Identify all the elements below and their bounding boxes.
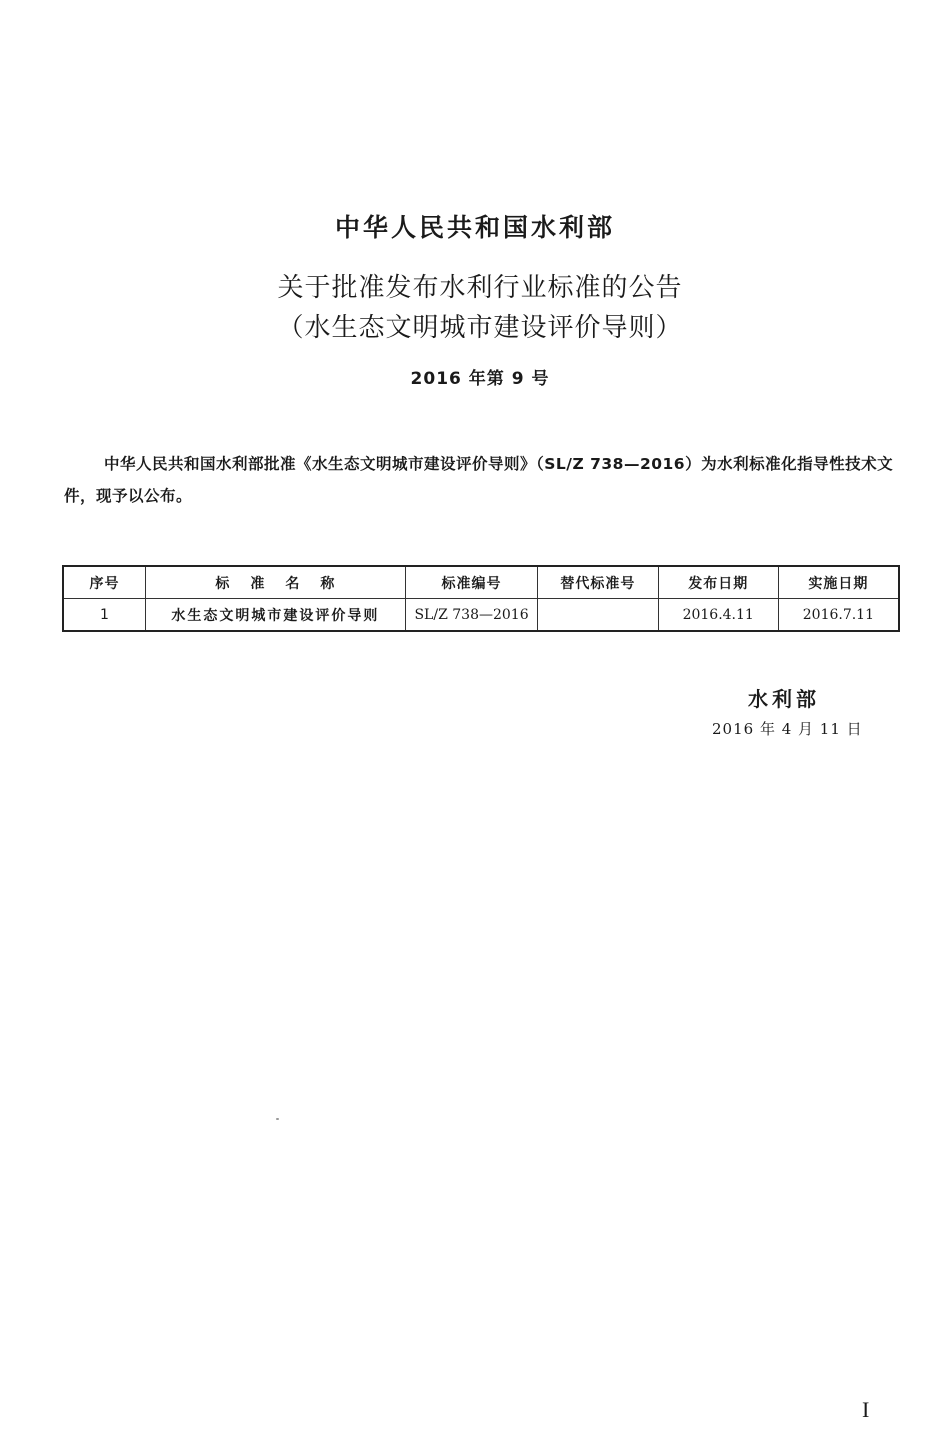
header-impl-date: 实施日期 — [778, 566, 899, 599]
ministry-heading: 中华人民共和国水利部 — [334, 213, 615, 242]
signature-date: 2016 年 4 月 11 日 — [712, 720, 863, 738]
cell-impl-date: 2016.7.11 — [778, 599, 899, 632]
page-number: I — [862, 1397, 870, 1422]
scan-speck — [276, 1118, 279, 1120]
header-name-char: 名 — [285, 575, 301, 592]
cell-name: 水生态文明城市建设评价导则 — [145, 599, 405, 632]
header-name-char: 标 — [215, 575, 231, 592]
standards-table — [62, 565, 900, 632]
header-code: 标准编号 — [405, 566, 537, 599]
header-name-char: 称 — [320, 575, 336, 592]
header-name-char: 准 — [250, 575, 266, 592]
announcement-title-line1: 关于批准发布水利行业标准的公告 — [277, 273, 683, 303]
table-row — [63, 599, 899, 632]
cell-seq: 1 — [63, 599, 145, 632]
header-issue-date: 发布日期 — [658, 566, 778, 599]
table-header-row — [63, 566, 899, 599]
header-replace: 替代标准号 — [538, 566, 658, 599]
cell-code: SL/Z 738—2016 — [405, 599, 537, 632]
cell-issue-date: 2016.4.11 — [658, 599, 778, 632]
announcement-body: 中华人民共和国水利部批准《水生态文明城市建设评价导则》（SL/Z 738—2016）为水利标准化指导性技术文件，现予以公布。 — [64, 455, 894, 505]
header-seq: 序号 — [63, 566, 145, 599]
document-number: 2016 年第 9 号 — [410, 369, 550, 389]
header-name — [145, 566, 405, 599]
cell-replace — [538, 599, 658, 632]
signature-org: 水利部 — [748, 687, 820, 711]
announcement-title-line2: （水生态文明城市建设评价导则） — [277, 313, 683, 343]
